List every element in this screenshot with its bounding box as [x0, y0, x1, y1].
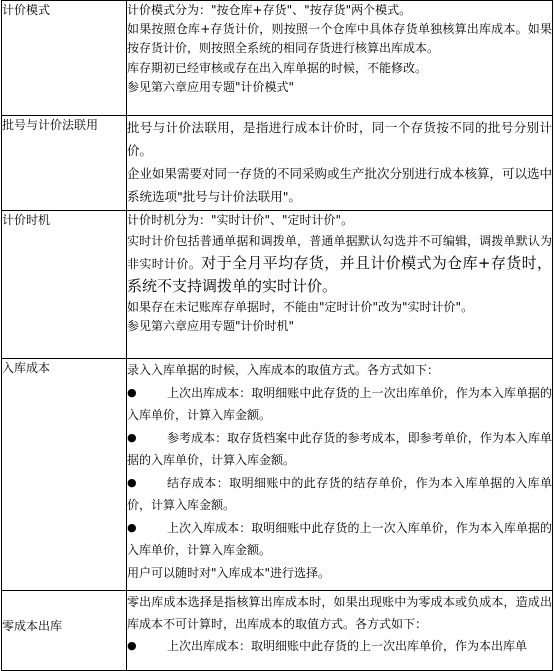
- option-name: 计价模式: [2, 1, 127, 116]
- bullet-icon: ●: [127, 520, 137, 534]
- option-name: 批号与计价法联用: [2, 116, 127, 211]
- list-item: [127, 382, 552, 427]
- description-line: 零出库成本选择是指核算出库成本时，如果出现账中为零成本或负成本，造成出库成本不可计算时，出库成本的取值方式。各方式如下：: [127, 595, 552, 631]
- option-name: 零成本出库: [2, 591, 127, 671]
- options-table: [1, 0, 553, 671]
- table-row: [2, 1, 553, 116]
- description-line: 参见第六章应用专题"计价时机": [127, 319, 295, 334]
- bullet-icon: ●: [127, 639, 137, 652]
- description-line: 计价模式分为："按仓库+存货"、"按存货"两个模式。: [127, 3, 412, 17]
- list-item: [127, 472, 552, 517]
- list-item-text: 上次出库成本：取明细账中此存货的上一次出库单价，作为本出库单: [167, 639, 528, 653]
- description-line: 库存期初已经审核或存在出入库单据的时候，不能修改。: [127, 60, 428, 75]
- option-description: [127, 211, 553, 359]
- description-line: 计价时机分为："实时计价"、"定时计价"。: [127, 213, 354, 227]
- description-line: 录入入库单据的时候，入库成本的取值方式。各方式如下：: [127, 363, 440, 377]
- list-item-text: 参考成本：取存货档案中此存货的参考成本，即参考单价，作为本入库单据的入库单价，计算入库金额。: [127, 430, 552, 467]
- description-line: [127, 230, 552, 298]
- table-row: [2, 359, 553, 591]
- option-description: [127, 1, 553, 116]
- description-line: 企业如果需要对同一存货的不同采购或生产批次分别进行成本核算，可以选中系统选项"批号与计价法联用"。: [127, 166, 553, 204]
- option-name: 计价时机: [2, 211, 127, 359]
- bullet-icon: ●: [127, 430, 137, 444]
- list-item: [127, 427, 552, 472]
- bullet-icon: ●: [127, 475, 137, 489]
- bullet-icon: ●: [127, 385, 137, 399]
- description-line: 参见第六章应用专题"计价模式": [127, 79, 295, 94]
- list-item-text: 结存成本：取明细账中的此存货的结存单价，作为本入库单据的入库单价，计算入库金额。: [127, 475, 552, 512]
- option-name: 入库成本: [2, 359, 127, 591]
- emphasis-text: 对于全月平均存货，并且计价模式为仓库+存货时，系统不支持调拨单的实时计价。: [127, 254, 552, 296]
- description-line: 批号与计价法联用，是指进行成本计价时，同一个存货按不同的批号分别计价。: [127, 120, 552, 158]
- list-item: [127, 517, 552, 562]
- description-line: 如果存在未记账库存单据时，不能由"定时计价"改为"实时计价"。: [127, 300, 474, 315]
- list-item-text: 上次出库成本：取明细账中此存货的上一次出库单价，作为本入库单据的入库单价，计算入库金额。: [127, 385, 552, 422]
- option-description: [127, 591, 553, 671]
- option-description: [127, 116, 553, 211]
- description-line: 用户可以随时对"入库成本"进行选择。: [127, 565, 331, 580]
- table-row: [2, 591, 553, 671]
- description-line: 如果按照仓库+存货计价，则按照一个仓库中具体存货单独核算出库成本。如果按存货计价，则按照全系统的相同存货进行核算出库成本。: [127, 22, 552, 56]
- table-row: [2, 211, 553, 359]
- table-row: [2, 116, 553, 211]
- description-text: 实时计价包括普通单据和调拨单，普通单据默认勾选并不可编辑，调拨单默认为非实时计价。: [127, 234, 552, 272]
- list-item-text: 上次入库成本：取明细账中此存货的上一次入库单价，作为本入库单据的入库单价，计算入库金额。: [127, 520, 552, 557]
- option-description: [127, 359, 553, 591]
- list-item: [127, 635, 552, 657]
